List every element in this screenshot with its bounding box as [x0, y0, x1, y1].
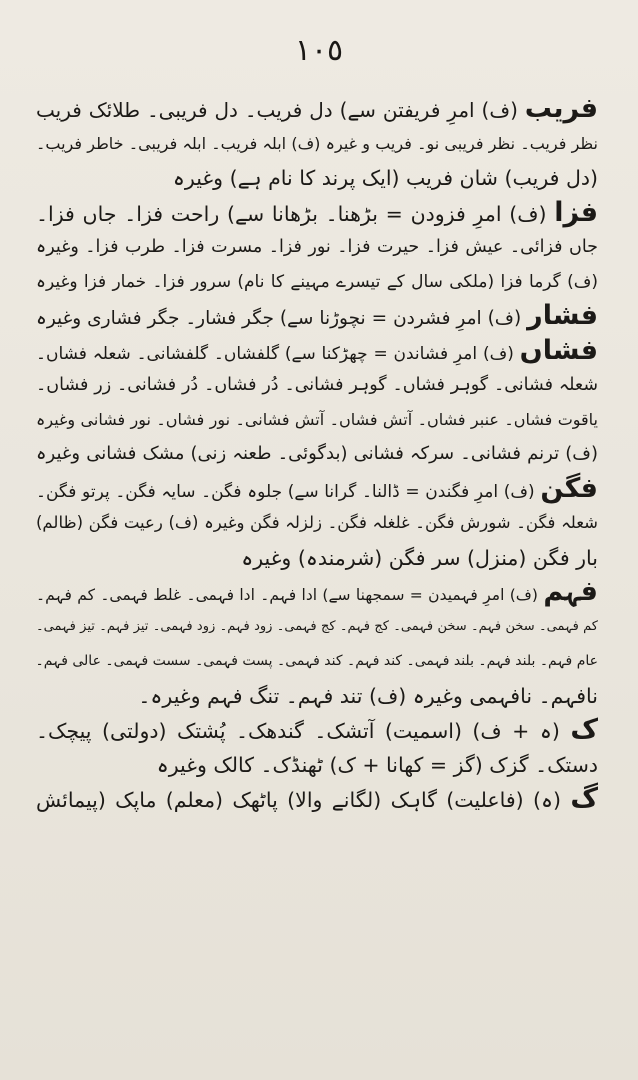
- entry-text: (ف) ترنم فشانی۔ سرکہ فشانی (بدگوئی۔ طعنہ زنی) مشک فشانی وغیرہ: [36, 443, 598, 464]
- text-line: [36, 679, 598, 714]
- text-line: [36, 644, 598, 679]
- entry-headword: فزا: [554, 196, 598, 228]
- entry-headword: فشاں: [519, 334, 598, 366]
- text-line: [36, 610, 598, 645]
- text-line: [36, 161, 598, 196]
- entry-text: دستک۔ گزک (گز = کھانا + ک) ٹھنڈک۔ کالک وغیرہ: [156, 752, 598, 777]
- dictionary-text-block: [36, 92, 598, 817]
- text-line: [36, 437, 598, 472]
- page-number: ١٠٥: [294, 33, 344, 68]
- text-line: [36, 127, 598, 162]
- entry-text: (ہ) (فاعلیت) گاہک (لگانے والا) پاٹھک (معلم) ماپک (پیمائش: [36, 788, 571, 812]
- text-line: [36, 541, 598, 576]
- entry-text: شعلہ فگن۔ شورش فگن۔ غلغلہ فگن۔ زلزلہ فگن وغیرہ (ف) رعیت فگن (ظالم): [36, 513, 598, 532]
- entry-text: (ہ + ف) (اسمیت) آتشک۔ گندھک۔ پُشتک (دولتی) پیچک۔: [36, 719, 571, 743]
- text-line: [36, 713, 598, 748]
- entry-text: (ف) امرِ فگندن = ڈالنا۔ گرانا سے) جلوہ فگن۔ سایہ فگن۔ پرتو فگن۔: [36, 481, 541, 502]
- entry-headword: فگن: [540, 472, 598, 504]
- entry-text: عام فہم۔ بلند فہم۔ بلند فہمی۔ کند فہم۔ کند فہمی۔ پست فہمی۔ سست فہمی۔ عالی فہم۔: [36, 653, 598, 669]
- entry-text: یاقوت فشاں۔ عنبر فشاں۔ آتش فشاں۔ آتش فشانی۔ نور فشاں۔ نور فشانی وغیرہ: [36, 409, 598, 429]
- text-line: [36, 92, 598, 127]
- entry-text: بار فگن (منزل) سر فگن (شرمندہ) وغیرہ: [241, 545, 598, 570]
- entry-headword: فشار: [527, 300, 598, 331]
- text-line: [36, 299, 598, 334]
- text-line: [36, 334, 598, 369]
- entry-headword: ک: [570, 714, 598, 745]
- entry-text: (ف) امرِ فشردن = نچوڑنا سے) جگر فشار۔ جگر فشاری وغیرہ: [36, 308, 528, 329]
- text-line: [36, 230, 598, 265]
- entry-headword: گ: [570, 783, 598, 814]
- entry-text: شعلہ فشانی۔ گوہر فشاں۔ گوہر فشانی۔ دُر فشاں۔ دُر فشانی۔ زر فشاں۔: [36, 375, 598, 395]
- entry-text: نافہم۔ نافہمی وغیرہ (ف) تند فہم۔ تنگ فہم وغیرہ۔: [138, 683, 598, 708]
- entry-text: (ف) امرِ فریفتن سے) دل فریب۔ دل فریبی۔ طلائک فریب: [36, 98, 525, 122]
- entry-text: نظر فریب۔ نظر فریبی نو۔ فریب و غیرہ (ف) ابلہ فریب۔ ابلہ فریبی۔ خاطر فریب۔: [36, 133, 598, 153]
- entry-headword: فریب: [524, 93, 598, 124]
- text-line: [36, 196, 598, 231]
- text-line: [36, 748, 598, 783]
- text-line: [36, 368, 598, 403]
- entry-text: (ف) گرما فزا (ملکی سال کے تیسرے مہینے کا نام) سرور فزا۔ خمار فزا وغیرہ: [36, 271, 598, 292]
- entry-text: (ف) امرِ فزودن = بڑھنا۔ بڑھانا سے) راحت فزا۔ جاں فزا۔: [36, 201, 555, 226]
- entry-text: (ف) امرِ فہمیدن = سمجھنا سے) ادا فہم۔ ادا فہمی۔ غلط فہمی۔ کم فہم۔: [36, 586, 544, 604]
- entry-text: جاں فزائی۔ عیش فزا۔ حیرت فزا۔ نور فزا۔ مسرت فزا۔ طرب فزا۔ وغیرہ: [36, 237, 598, 257]
- entry-text: کم فہمی۔ سخن فہم۔ سخن فہمی۔ کج فہم۔ کج فہمی۔ زود فہم۔ زود فہمی۔ تیز فہم۔ تیز فہمی۔: [36, 618, 598, 634]
- text-line: [36, 506, 598, 541]
- entry-text: (ف) امرِ فشاندن = چھڑکنا سے) گلفشاں۔ گلفشانی۔ شعلہ فشاں۔: [36, 343, 520, 364]
- text-line: [36, 575, 598, 610]
- text-line: [36, 472, 598, 507]
- text-line: [36, 403, 598, 438]
- entry-text: (دل فریب) شان فریب (ایک پرند کا نام ہے) وغیرہ: [172, 166, 598, 190]
- text-line: [36, 782, 598, 817]
- entry-headword: فہم: [543, 576, 598, 607]
- text-line: [36, 265, 598, 300]
